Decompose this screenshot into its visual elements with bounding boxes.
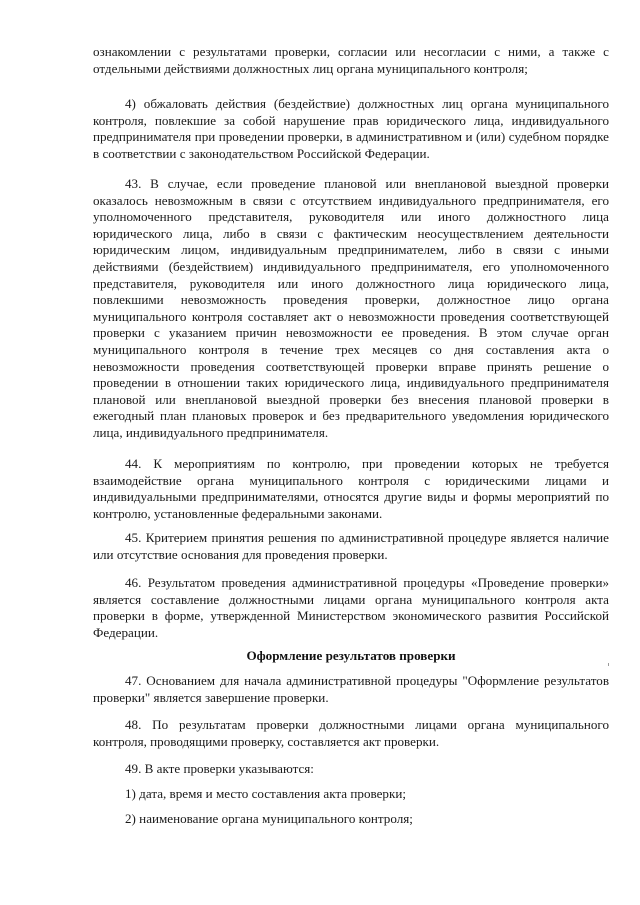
paragraph-46: 46. Результатом проведения административной процедуры «Проведение проверки» является составление должностными лицами органа муниципального контроля акта проверки в форме, утвержденной Министерством экономического развития Российской Федерации. — [93, 575, 609, 640]
paragraph-43: 43. В случае, если проведение плановой или внеплановой выездной проверки оказалось невозможным в связи с отсутствием индивидуального предпринимателя, его уполномоченного представителя, руководителя или иного должностного лица юридического лица, либо в связи с фактическим неосуществлением деятельности юридическим лицом, индивидуальным предпринимателем, либо в связи с иными действиями (бездействием) индивидуального предпринимателя, его уполномоченного представителя, руководителя или иного должностного лица юридического лица, повлекшими невозможность проведения проверки, должностное лицо органа муниципального контроля составляет акт о невозможности проведения соответствующей проверки с указанием причин невозможности ее проведения. В этом случае орган муниципального контроля в течение трех месяцев со дня составления акта о невозможности проведения соответствующей проверки вправе принять решение о проведении в отношении таких юридического лица, индивидуального предпринимателя плановой или внеплановой выездной проверки без внесения плановой проверки в ежегодный план плановых проверок и без предварительного уведомления юридического лица, индивидуального предпринимателя. — [93, 176, 609, 440]
paragraph-45: 45. Критерием принятия решения по административной процедуре является наличие или отсутствие основания для проведения проверки. — [93, 530, 609, 562]
paragraph-item-4: 4) обжаловать действия (бездействие) должностных лиц органа муниципального контроля, повлекшие за собой нарушение прав юридического лица, индивидуального предпринимателя при проведении проверки, в административном и (или) судебном порядке в соответствии с законодательством Российской Федерации. — [93, 96, 609, 161]
section-heading: Оформление результатов проверки — [246, 648, 456, 663]
paragraph-44: 44. К мероприятиям по контролю, при проведении которых не требуется взаимодействие органа муниципального контроля с юридическими лицами и индивидуальными предпринимателями, относятся другие виды и формы мероприятий по контролю, установленные федеральными законами. — [93, 456, 609, 521]
paragraph-49-item-2: 2) наименование органа муниципального контроля; — [125, 811, 413, 826]
paragraph-49: 49. В акте проверки указываются: — [125, 761, 314, 776]
scan-speck — [608, 663, 609, 666]
paragraph-48: 48. По результатам проверки должностными лицами органа муниципального контроля, проводящими проверку, составляется акт проверки. — [93, 717, 609, 749]
paragraph-47: 47. Основанием для начала административной процедуры "Оформление результатов проверки" является завершение проверки. — [93, 673, 609, 705]
paragraph-49-item-1: 1) дата, время и место составления акта проверки; — [125, 786, 406, 801]
paragraph-continuation: ознакомлении с результатами проверки, согласии или несогласии с ними, а также с отдельными действиями должностных лиц органа муниципального контроля; — [93, 44, 609, 76]
